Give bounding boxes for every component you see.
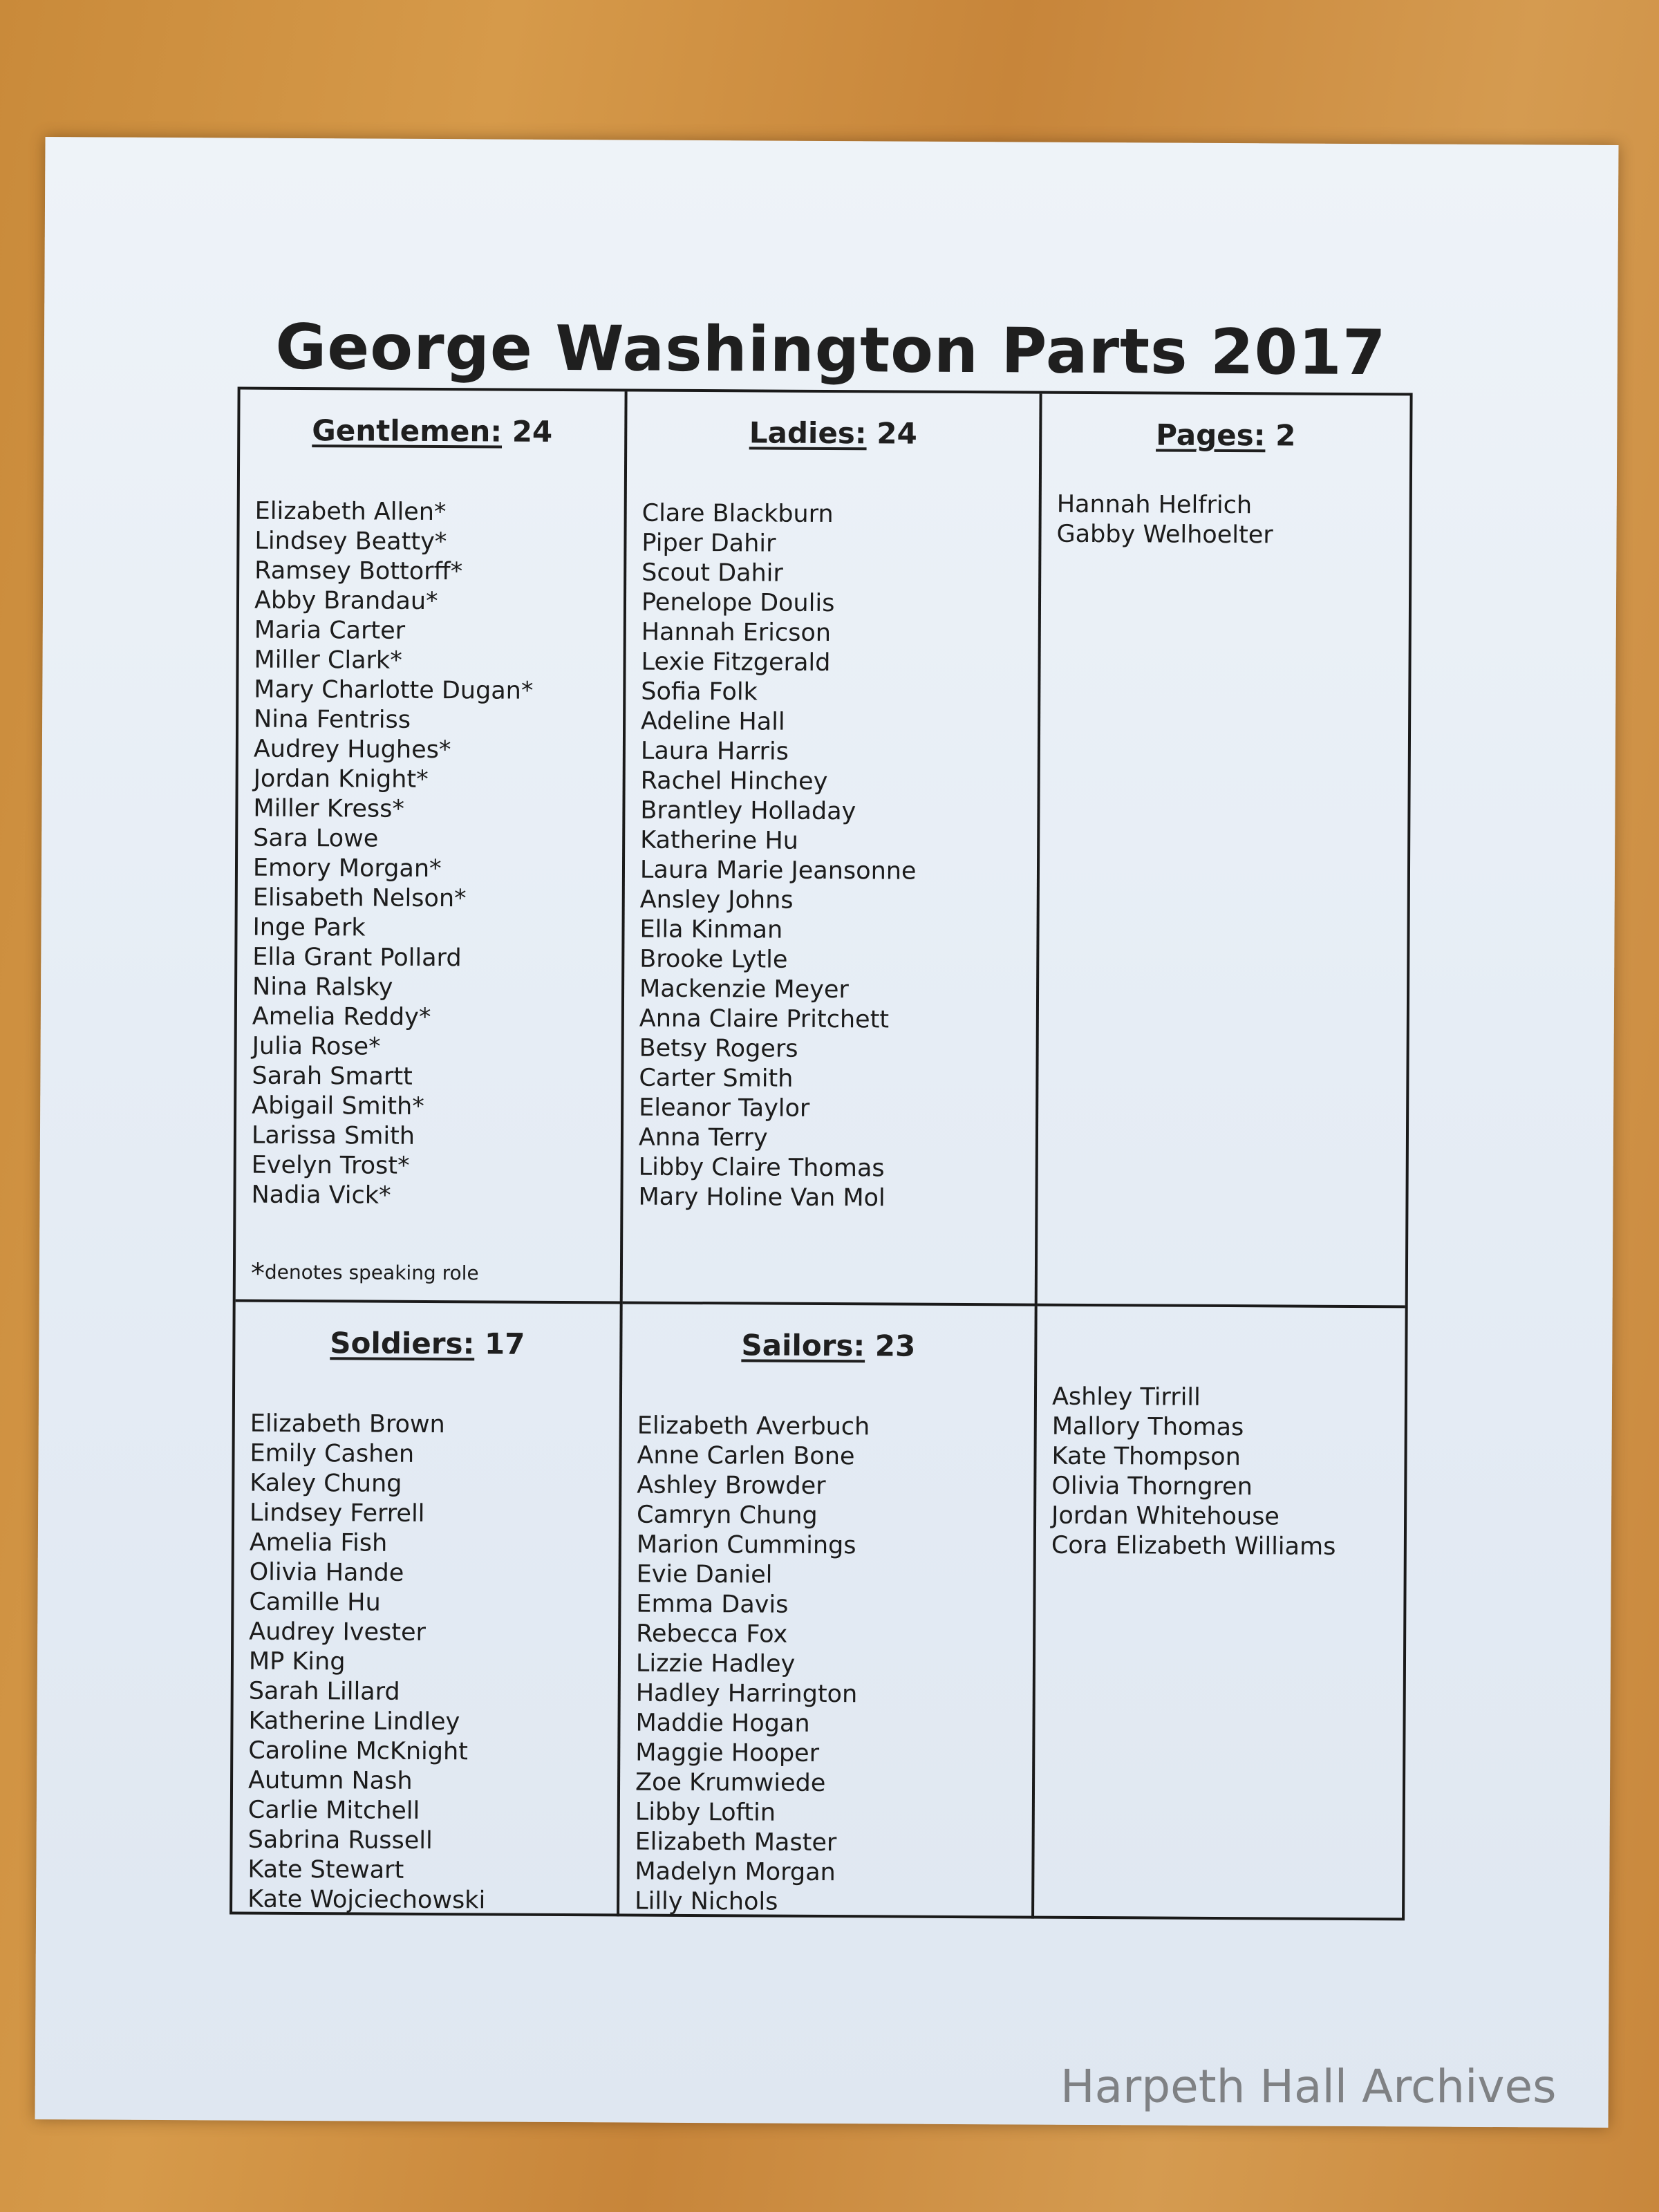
- name-list-item: Penelope Doulis: [641, 588, 835, 618]
- pages-label: Pages:: [1156, 418, 1266, 453]
- name-list-item: Adeline Hall: [641, 707, 785, 736]
- name-list-item: Maria Carter: [254, 616, 406, 645]
- name-list-item: Clare Blackburn: [641, 499, 834, 529]
- sailors-continued-cell: [1034, 1306, 1405, 1921]
- name-list-item: Emory Morgan*: [252, 854, 442, 883]
- name-list-item: Larissa Smith: [251, 1121, 415, 1150]
- name-list-item: Kate Wojciechowski: [247, 1885, 486, 1915]
- ladies-cell: [623, 391, 1042, 1306]
- name-list-item: Caroline McKnight: [248, 1736, 469, 1766]
- sailors-list: [619, 1411, 1034, 1918]
- soldiers-list: [232, 1409, 619, 1917]
- name-list-item: Sara Lowe: [253, 824, 379, 853]
- gentlemen-label: Gentlemen:: [312, 413, 503, 449]
- name-list-item: Lilly Nichols: [635, 1887, 778, 1916]
- speaking-role-note: [251, 1258, 479, 1291]
- name-list-item: Libby Claire Thomas: [638, 1153, 885, 1183]
- ladies-label: Ladies:: [749, 415, 867, 451]
- name-list-item: Brantley Holladay: [640, 796, 856, 826]
- name-list-item: Evie Daniel: [636, 1560, 773, 1589]
- note-asterisk: *: [250, 1257, 265, 1290]
- name-list-item: Mary Charlotte Dugan*: [254, 675, 534, 705]
- gentlemen-list: [236, 497, 624, 1212]
- gentlemen-count: 24: [512, 414, 553, 449]
- name-list-item: Julia Rose*: [252, 1032, 381, 1061]
- name-list-item: Mary Holine Van Mol: [638, 1183, 885, 1212]
- name-list-item: Nadia Vick*: [251, 1181, 391, 1210]
- name-list-item: Ashley Browder: [637, 1471, 826, 1500]
- name-list-item: Scout Dahir: [641, 559, 783, 588]
- name-list-item: Anne Carlen Bone: [637, 1441, 855, 1471]
- name-list-item: Rebecca Fox: [636, 1620, 788, 1649]
- name-list-item: Elizabeth Allen*: [254, 497, 447, 527]
- soldiers-label: Soldiers:: [330, 1326, 475, 1361]
- name-list-item: Autumn Nash: [247, 1766, 413, 1795]
- name-list-item: Olivia Hande: [249, 1558, 404, 1587]
- name-list-item: Anna Claire Pritchett: [639, 1004, 890, 1034]
- name-list-item: Lexie Fitzgerald: [641, 648, 831, 677]
- name-list-item: Cora Elizabeth Williams: [1051, 1531, 1336, 1561]
- name-list-item: Laura Marie Jeansonne: [639, 856, 917, 885]
- name-list-item: Sarah Lillard: [248, 1677, 400, 1706]
- name-list-item: Jordan Knight*: [253, 765, 429, 794]
- name-list-item: Libby Loftin: [635, 1798, 776, 1827]
- name-list-item: Ramsey Bottorff*: [254, 556, 463, 586]
- name-list-item: Piper Dahir: [641, 529, 776, 558]
- name-list-item: Sabrina Russell: [247, 1826, 433, 1855]
- name-list-item: Abigail Smith*: [252, 1091, 424, 1121]
- name-list-item: Zoe Krumwiede: [635, 1768, 826, 1798]
- name-list-item: Katherine Hu: [640, 826, 798, 855]
- name-list-item: Kaley Chung: [250, 1469, 402, 1498]
- name-list-item: Sarah Smartt: [252, 1062, 413, 1091]
- name-list-item: Lizzie Hadley: [635, 1649, 796, 1678]
- note-text: denotes speaking role: [264, 1260, 479, 1285]
- name-list-item: Amelia Reddy*: [252, 1002, 431, 1031]
- soldiers-count: 17: [484, 1327, 525, 1361]
- name-list-item: Ella Grant Pollard: [252, 943, 462, 973]
- name-list-item: Abby Brandau*: [254, 586, 438, 616]
- name-list-item: Maddie Hogan: [635, 1709, 810, 1738]
- name-list-item: Audrey Hughes*: [253, 735, 451, 765]
- name-list-item: Hannah Ericson: [641, 618, 832, 648]
- sailors-count: 23: [874, 1329, 916, 1363]
- name-list-item: Evelyn Trost*: [251, 1151, 410, 1180]
- name-list-item: Maggie Hooper: [635, 1738, 820, 1768]
- name-list-item: Marion Cummings: [636, 1530, 856, 1560]
- page-title: George Washington Parts 2017: [275, 310, 1387, 390]
- name-list-item: Madelyn Morgan: [635, 1857, 836, 1887]
- soldiers-cell: [232, 1302, 623, 1917]
- sailors-cell: [619, 1304, 1038, 1918]
- pages-heading: [1042, 418, 1409, 453]
- name-list-item: Inge Park: [252, 913, 366, 942]
- soldiers-heading: [235, 1326, 619, 1362]
- sailors-continued-list: [1036, 1382, 1405, 1563]
- roster-table: [229, 387, 1413, 1921]
- name-list-item: MP King: [248, 1647, 346, 1676]
- paper-sheet: [35, 137, 1619, 2128]
- name-list-item: Ella Kinman: [639, 915, 783, 944]
- name-list-item: Katherine Lindley: [248, 1707, 460, 1736]
- name-list-item: Emma Davis: [636, 1590, 789, 1619]
- name-list-item: Carlie Mitchell: [247, 1796, 420, 1825]
- name-list-item: Hadley Harrington: [635, 1679, 858, 1709]
- name-list-item: Lindsey Ferrell: [250, 1499, 425, 1528]
- ladies-heading: [627, 415, 1039, 451]
- pages-count: 2: [1275, 418, 1296, 453]
- name-list-item: Sofia Folk: [641, 677, 758, 706]
- archive-watermark: Harpeth Hall Archives: [1060, 2060, 1557, 2113]
- name-list-item: Betsy Rogers: [639, 1034, 798, 1063]
- name-list-item: Eleanor Taylor: [639, 1094, 810, 1123]
- name-list-item: Brooke Lytle: [639, 945, 788, 974]
- name-list-item: Camryn Chung: [636, 1501, 818, 1530]
- sailors-heading: [622, 1327, 1034, 1363]
- name-list-item: Elisabeth Nelson*: [252, 883, 467, 913]
- ladies-list: [623, 498, 1038, 1214]
- name-list-item: Rachel Hinchey: [640, 767, 828, 796]
- name-list-item: Jordan Whitehouse: [1051, 1501, 1280, 1531]
- name-list-item: Nina Ralsky: [252, 973, 393, 1002]
- name-list-item: Kate Stewart: [247, 1855, 404, 1884]
- name-list-item: Kate Thompson: [1051, 1442, 1241, 1472]
- name-list-item: Mallory Thomas: [1051, 1412, 1244, 1442]
- name-list-item: Elizabeth Brown: [250, 1409, 445, 1439]
- name-list-item: Audrey Ivester: [249, 1618, 427, 1647]
- name-list-item: Hannah Helfrich: [1056, 490, 1253, 520]
- name-list-item: Camille Hu: [249, 1588, 381, 1617]
- name-list-item: Laura Harris: [640, 737, 789, 766]
- name-list-item: Emily Cashen: [250, 1439, 415, 1468]
- gentlemen-cell: [236, 390, 628, 1304]
- name-list-item: Elizabeth Averbuch: [637, 1412, 870, 1441]
- sailors-label: Sailors:: [741, 1328, 865, 1363]
- ladies-count: 24: [877, 416, 917, 451]
- pages-cell: [1038, 394, 1410, 1309]
- name-list-item: Elizabeth Master: [635, 1828, 837, 1857]
- name-list-item: Lindsey Beatty*: [254, 527, 447, 556]
- name-list-item: Miller Kress*: [253, 794, 405, 823]
- name-list-item: Carter Smith: [639, 1064, 794, 1093]
- pages-list: [1041, 490, 1409, 552]
- name-list-item: Mackenzie Meyer: [639, 975, 849, 1004]
- name-list-item: Gabby Welhoelter: [1056, 520, 1273, 550]
- name-list-item: Miller Clark*: [254, 646, 402, 675]
- name-list-item: Olivia Thorngren: [1051, 1472, 1253, 1501]
- name-list-item: Ashley Tirrill: [1051, 1382, 1201, 1412]
- name-list-item: Ansley Johns: [639, 885, 794, 915]
- name-list-item: Amelia Fish: [249, 1528, 388, 1557]
- name-list-item: Anna Terry: [638, 1123, 768, 1152]
- name-list-item: Nina Fentriss: [254, 705, 411, 734]
- gentlemen-heading: [240, 413, 624, 449]
